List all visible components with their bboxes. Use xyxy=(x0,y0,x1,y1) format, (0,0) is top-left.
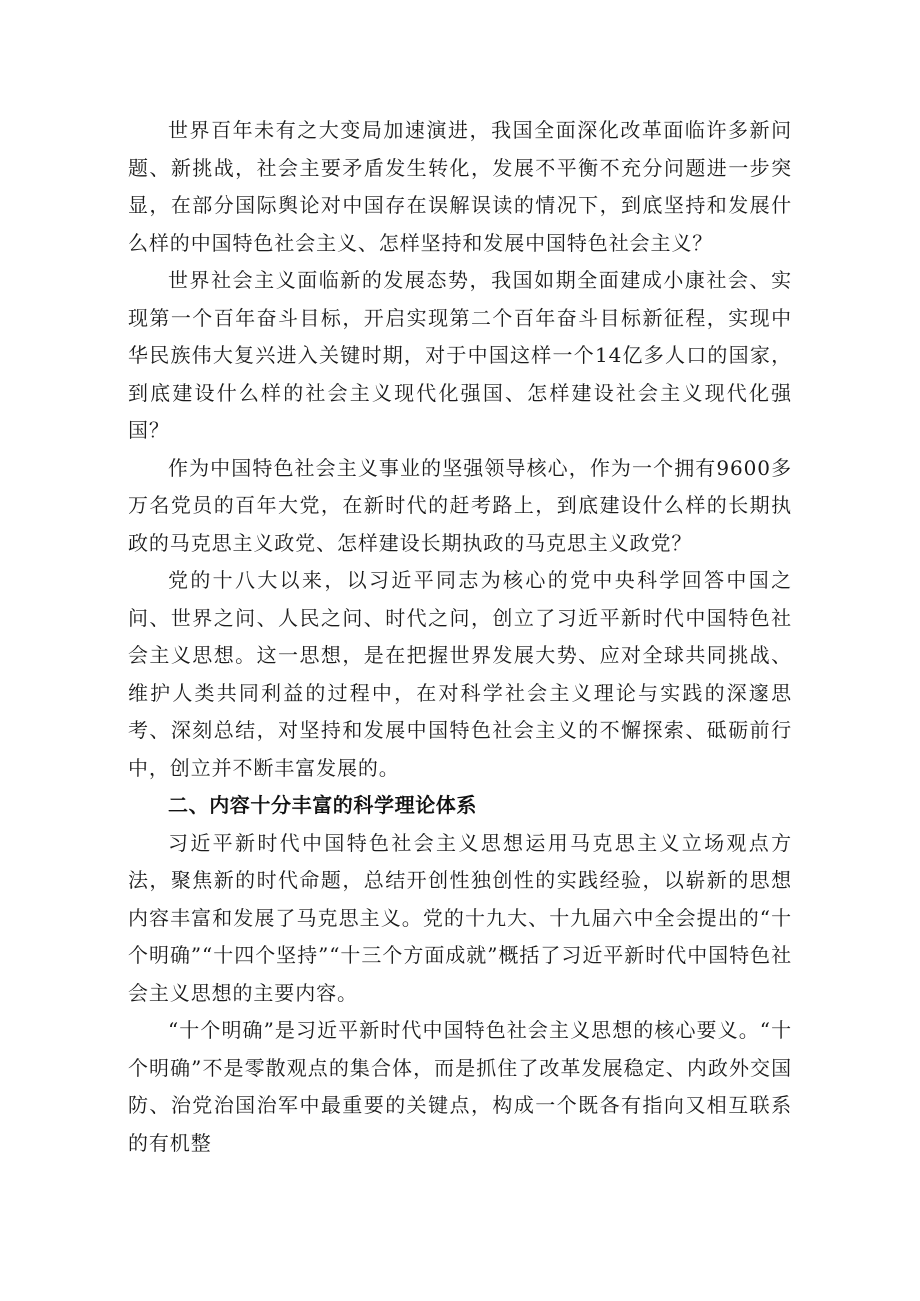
paragraph-4: 党的十八大以来，以习近平同志为核心的党中央科学回答中国之问、世界之问、人民之问、时代之问，创立了习近平新时代中国特色社会主义思想。这一思想，是在把握世界发展大势、应对全球共同挑战、维护人类共同利益的过程中，在对科学社会主义理论与实践的深邃思考、深刻总结，对坚持和发展中国特色社会主义的不懈探索、砥砺前行中，创立并不断丰富发展的。 xyxy=(128,568,792,780)
paragraph-6: “十个明确”是习近平新时代中国特色社会主义思想的核心要义。“十个明确”不是零散观点的集合体，而是抓住了改革发展稳定、内政外交国防、治党治国治军中最重要的关键点，构成一个既各有指向又相互联系的有机整 xyxy=(128,1018,792,1155)
paragraph-3: 作为中国特色社会主义事业的坚强领导核心，作为一个拥有9600多万名党员的百年大党，在新时代的赶考路上，到底建设什么样的长期执政的马克思主义政党、怎样建设长期执政的马克思主义政党？ xyxy=(128,455,792,555)
paragraph-1: 世界百年未有之大变局加速演进，我国全面深化改革面临许多新问题、新挑战，社会主要矛盾发生转化，发展不平衡不充分问题进一步突显，在部分国际舆论对中国存在误解误读的情况下，到底坚持和发展什么样的中国特色社会主义、怎样坚持和发展中国特色社会主义？ xyxy=(128,118,792,255)
paragraph-5: 习近平新时代中国特色社会主义思想运用马克思主义立场观点方法，聚焦新的时代命题，总结开创性独创性的实践经验，以崭新的思想内容丰富和发展了马克思主义。党的十九大、十九届六中全会提出的“十个明确”“十四个坚持”“十三个方面成就”概括了习近平新时代中国特色社会主义思想的主要内容。 xyxy=(128,830,792,1005)
document-body xyxy=(128,112,792,1162)
section-heading: 二、内容十分丰富的科学理论体系 xyxy=(168,793,477,817)
paragraph-2: 世界社会主义面临新的发展态势，我国如期全面建成小康社会、实现第一个百年奋斗目标，开启实现第二个百年奋斗目标新征程，实现中华民族伟大复兴进入关键时期，对于中国这样一个14亿多人口的国家，到底建设什么样的社会主义现代化强国、怎样建设社会主义现代化强国？ xyxy=(128,268,792,442)
